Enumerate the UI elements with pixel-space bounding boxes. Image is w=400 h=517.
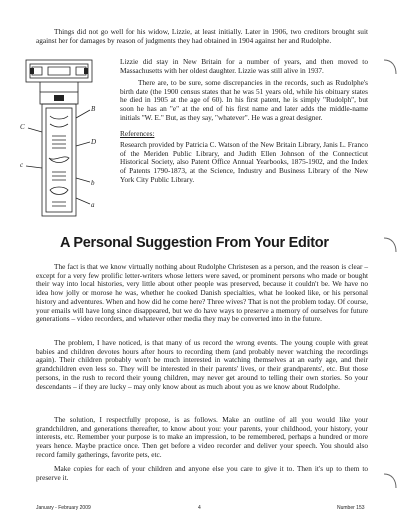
widow-paragraph: Lizzie did stay in New Britain for a number of years, and then moved to Massachusetts with her oldest daughter. Lizzie was still alive in 1937.: [120, 57, 368, 75]
suggestion-paragraph: Make copies for each of your children and anyone else you care to give it to. Then it's up to them to preserve it.: [36, 464, 368, 482]
footer-issue-number: Number 153: [337, 505, 365, 511]
page-curl-icon: [382, 472, 398, 490]
page-curl-icon: [382, 236, 398, 254]
footer-page-number: 4: [198, 505, 201, 511]
references-paragraph: Research provided by Patricia C. Watson of the New Britain Library, Janis L. Franco of the Meriden Public Library, and Judith Ellen Johnson of the Connecticut Historical Society, also Patent Office Annual Yearbooks, 1875-1902, and the Index of Patents 1790-1873, at the Science, Industry and Business Library of the New York City Public Library.: [120, 140, 368, 184]
suggestion-paragraph: The problem, I have noticed, is that many of us record the wrong events. The young couple with great babies and children devotes hours after hours to recording them (and probably never watching the recordings again). Their children probably won't be much interested in watching themselves at an early age, and their grandchildren even less so. They will be interested in their parents' lives, or their grandparents', etc. But those persons, in the rush to record their young children, may never get around to telling their own stories. So your descendants – if they are lucky – may only know about as much about you as we know about Rudolphe.: [36, 338, 368, 391]
page-curl-icon: [382, 58, 398, 76]
figure-label: C: [20, 123, 25, 131]
footer-issue-date: January - February 2009: [36, 505, 91, 511]
references-heading: References:: [120, 129, 155, 138]
figure-label: a: [91, 201, 95, 209]
figure-label: c: [20, 161, 24, 169]
figure-label: B: [91, 105, 96, 113]
discrepancies-paragraph: There are, to be sure, some discrepancies in the records, such as Rudolphe's birth date (the 1900 census states that he was 51 years old, while his obituary states he died in 1905 at the age of 60). In his first patent, he is simply "Rudolph", but soon he has an "e" at the end of his first name and later adds the middle-name initials "W. E." But, as they say, "whatever". He was a great designer.: [120, 78, 368, 122]
patent-drawing-icon: [18, 58, 102, 218]
intro-paragraph: Things did not go well for his widow, Lizzie, at least initially. Later in 1906, two creditors brought suit against her for damages by reason of judgments they had obtained in 1904 against her and Rudolphe.: [36, 27, 368, 45]
section-title: A Personal Suggestion From Your Editor: [60, 235, 329, 251]
figure-label: b: [91, 179, 95, 187]
figure-label: D: [91, 138, 97, 146]
suggestion-paragraph: The fact is that we know virtually nothing about Rudolphe Christesen as a person, and the reason is clear – except for a very few prolific letter-writers whose letters were saved, or prominent persons who made or bought their way into local histories, very little about other people was preserved, because it couldn't be. We have no idea how jolly or morose he was, whether he cooked Danish specialties, what he looked like, or his personal history and adventures. When and how did he come here? Three wives? That is not the problem today. Of course, your emails will have long since disappeared, but we do have ways to preserve a memory of ourselves for future generations – video recorders, and whatever other media they may be converted into in the future.: [36, 262, 368, 324]
suggestion-paragraph: The solution, I respectfully propose, is as follows. Make an outline of all you would like your grandchildren, and generations thereafter, to know about you: your parents, your childhood, your history, your interests, etc. Remember your purpose is to make an impression, to be remembered, perhaps a hundred or more years hence. Maybe practice once. Then get before a video recorder and deliver your speech. You should also record family gatherings, favorite pets, etc.: [36, 415, 368, 459]
